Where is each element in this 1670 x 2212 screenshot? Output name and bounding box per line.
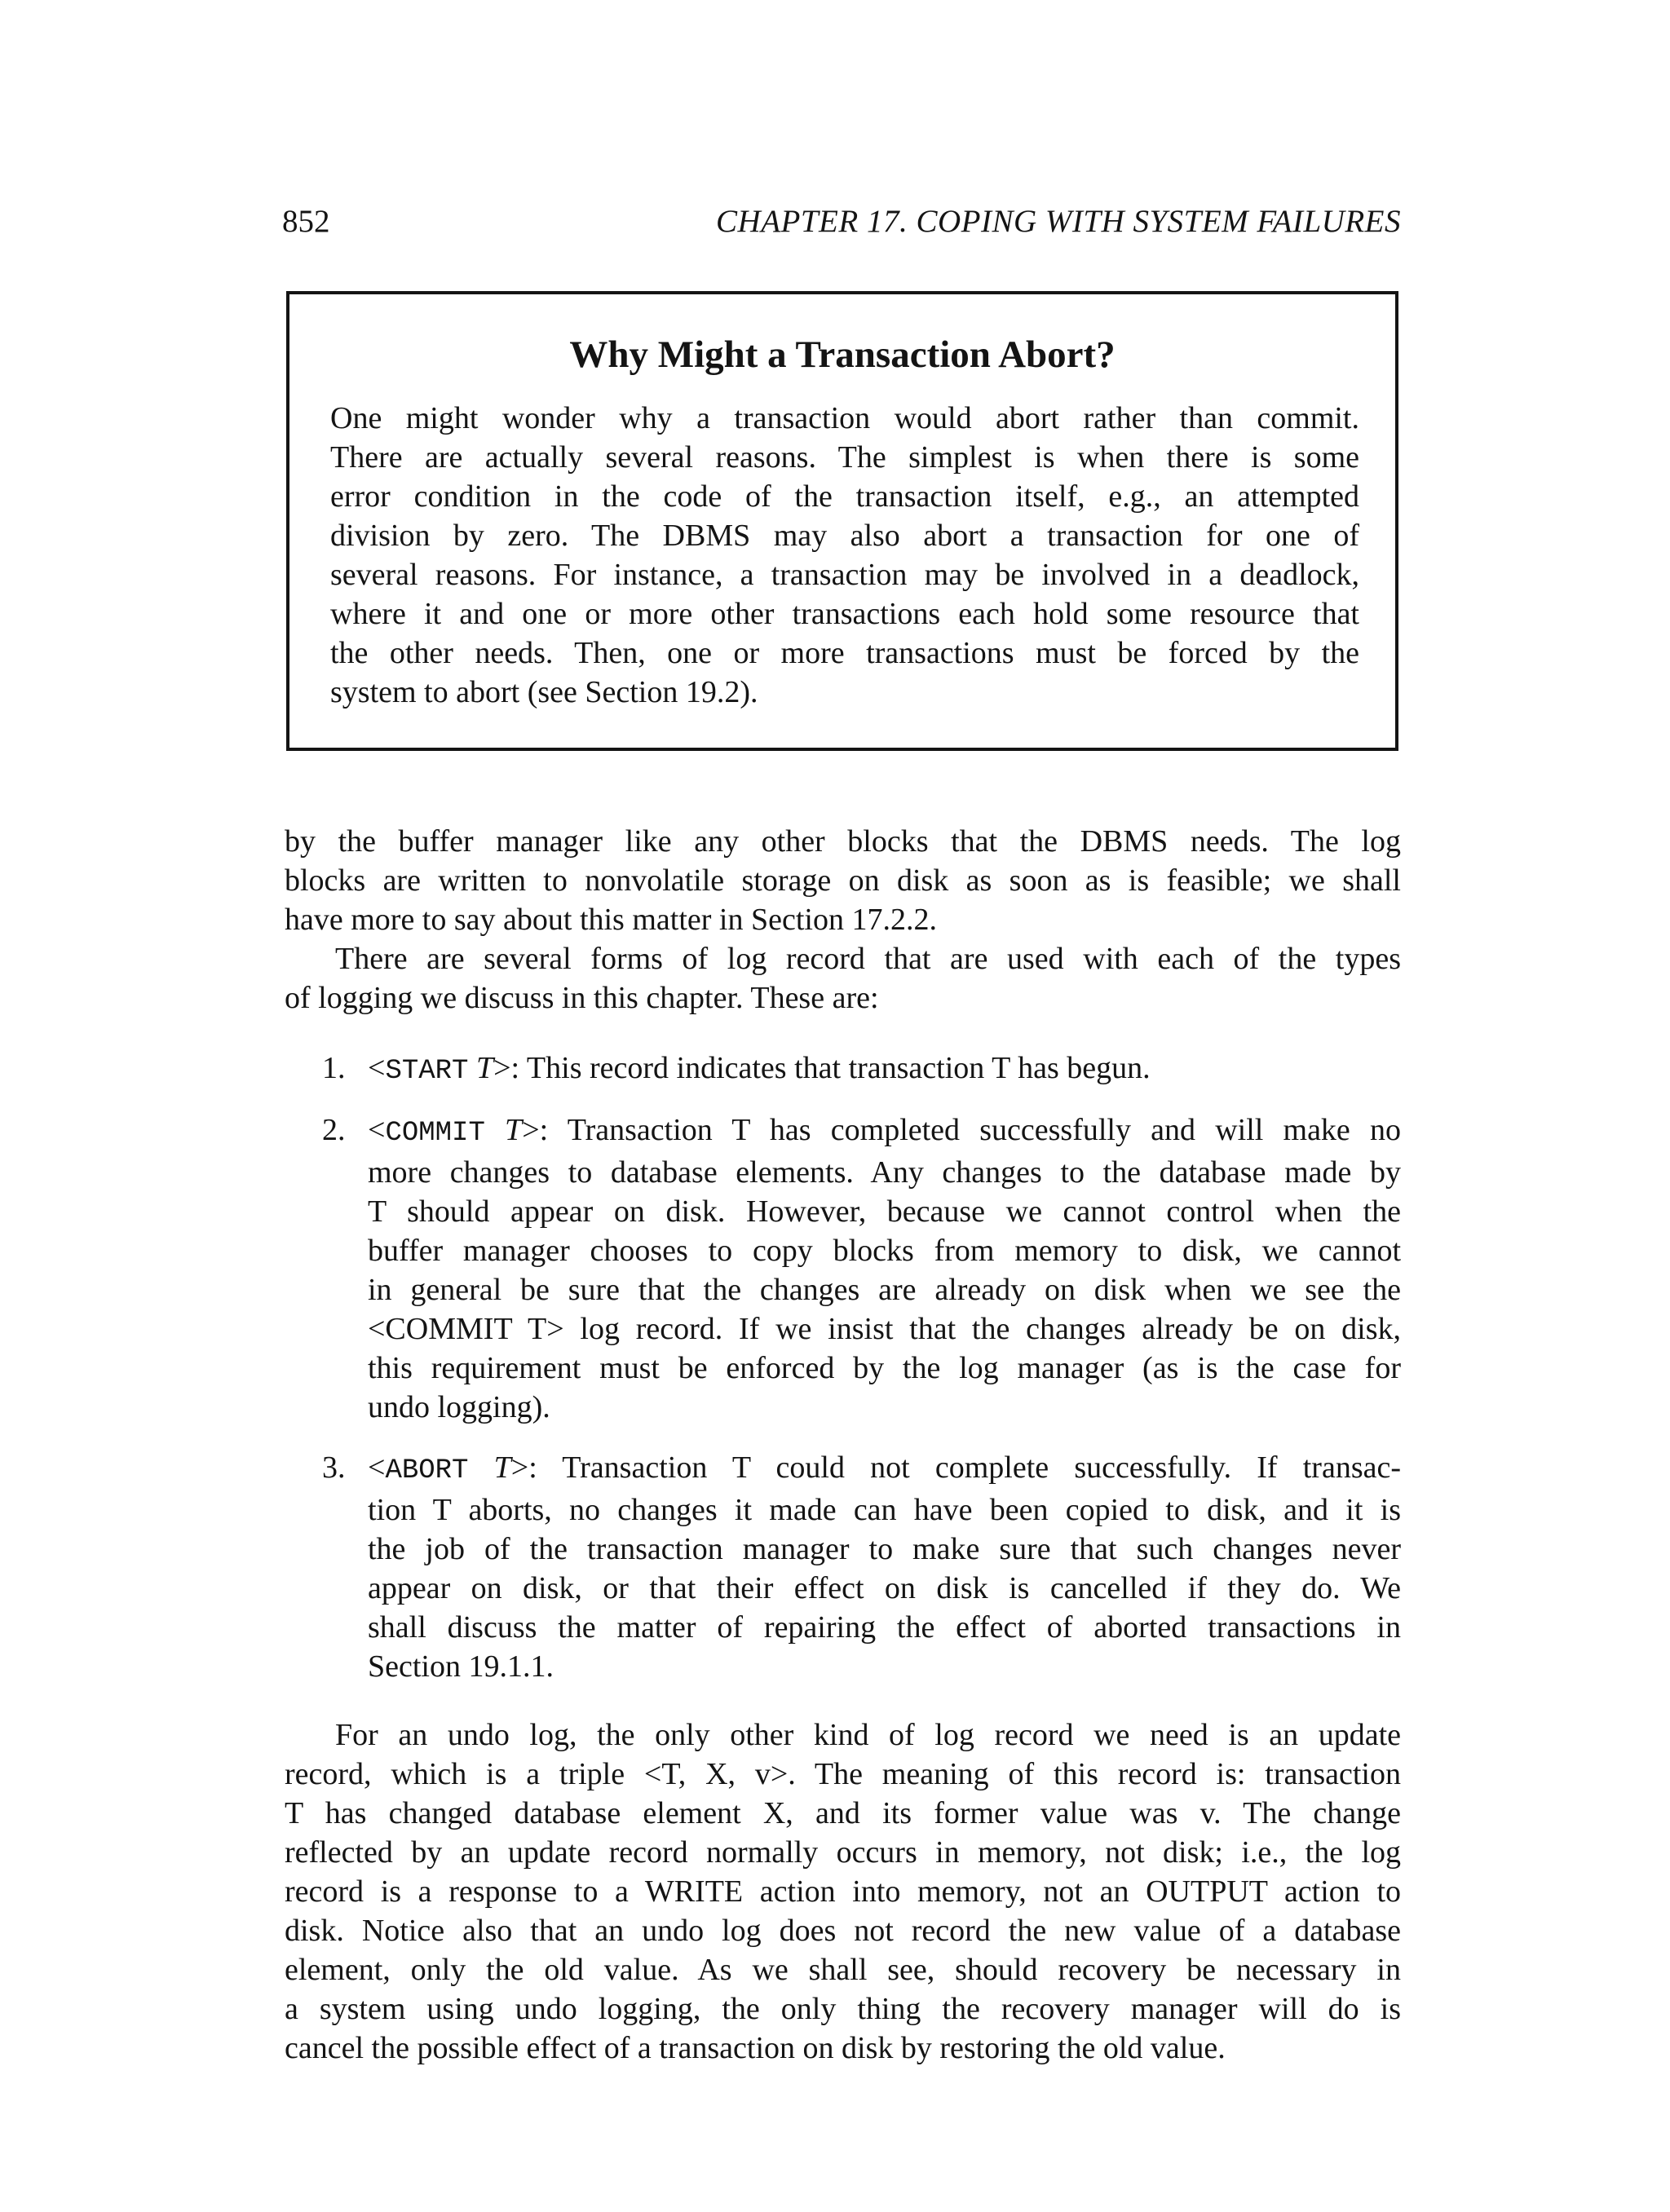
body-line: disk. Notice also that an undo log does not record the new value of a database	[285, 1914, 1401, 1948]
body-line: For an undo log, the only other kind of log record we need is an update	[335, 1718, 1401, 1752]
body-line: blocks are written to nonvolatile storage on disk as soon as is feasible; we shall	[285, 863, 1401, 898]
sidebar-line: several reasons. For instance, a transaction may be involved in a deadlock,	[330, 558, 1359, 592]
item-line	[368, 1110, 1401, 1153]
item-number: 2.	[322, 1113, 346, 1147]
record-line-text: This record indicates that transaction T has begun.	[519, 1051, 1151, 1085]
record-tag-open: <	[368, 1113, 386, 1147]
record-tag-open: <	[368, 1051, 386, 1085]
item-line: this requirement must be enforced by the log manager (as is the case for	[368, 1351, 1401, 1385]
item-line: <COMMIT T> log record. If we insist that the changes already be on disk,	[368, 1312, 1401, 1346]
item-line: appear on disk, or that their effect on disk is cancelled if they do. We	[368, 1571, 1401, 1605]
record-tag-open: <	[368, 1450, 386, 1485]
sidebar-line: where it and one or more other transactions each hold some resource that	[330, 597, 1359, 631]
sidebar-line: One might wonder why a transaction would abort rather than commit.	[330, 401, 1359, 435]
item-line	[368, 1448, 1401, 1490]
sidebar-line: division by zero. The DBMS may also abort a transaction for one of	[330, 519, 1359, 553]
record-keyword: START	[385, 1056, 469, 1087]
update-record-paragraph	[285, 1715, 1401, 2068]
record-keyword: ABORT	[385, 1455, 469, 1486]
item-line: buffer manager chooses to copy blocks from memory to disk, we cannot	[368, 1234, 1401, 1268]
item-line: T should appear on disk. However, because we cannot control when the	[368, 1194, 1401, 1229]
item-line: shall discuss the matter of repairing the effect of aborted transactions in	[368, 1610, 1401, 1645]
item-line	[368, 1049, 1401, 1091]
sidebar-line: the other needs. Then, one or more transactions must be forced by the	[330, 636, 1359, 670]
record-var: T	[475, 1051, 494, 1085]
item-line: undo logging).	[368, 1390, 550, 1424]
sidebar-box	[286, 291, 1398, 751]
item-text	[368, 1110, 1401, 1427]
chapter-title: CHAPTER 17. COPING WITH SYSTEM FAILURES	[716, 204, 1401, 239]
record-line-text: Transaction T could not complete successfully. If transac-	[537, 1450, 1402, 1485]
sidebar-line: There are actually several reasons. The simplest is when there is some	[330, 440, 1359, 475]
intro-text	[285, 822, 1401, 1018]
body-line: of logging we discuss in this chapter. These are:	[285, 981, 879, 1015]
sidebar-title: Why Might a Transaction Abort?	[569, 333, 1116, 376]
sidebar-line: error condition in the code of the transaction itself, e.g., an attempted	[330, 479, 1359, 514]
page-number: 852	[282, 204, 330, 239]
running-head	[282, 201, 1401, 243]
item-text	[368, 1049, 1401, 1091]
item-number: 3.	[322, 1450, 346, 1485]
body-line: a system using undo logging, the only thing the recovery manager will do is	[285, 1992, 1401, 2026]
body-line: record is a response to a WRITE action into memory, not an OUTPUT action to	[285, 1874, 1401, 1909]
body-line: T has changed database element X, and its former value was v. The change	[285, 1796, 1401, 1830]
body-line: record, which is a triple <T, X, v>. The meaning of this record is: transaction	[285, 1757, 1401, 1791]
record-keyword: COMMIT	[385, 1118, 485, 1149]
record-var: T	[493, 1450, 511, 1485]
item-line: the job of the transaction manager to make sure that such changes never	[368, 1532, 1401, 1566]
record-tag-close: >:	[493, 1051, 520, 1085]
record-var: T	[505, 1113, 523, 1147]
body-line: have more to say about this matter in Section 17.2.2.	[285, 903, 937, 937]
body-line: reflected by an update record normally occurs in memory, not disk; i.e., the log	[285, 1835, 1401, 1870]
sidebar-body	[330, 399, 1359, 712]
item-number: 1.	[322, 1051, 346, 1085]
item-line: more changes to database elements. Any changes to the database made by	[368, 1155, 1401, 1190]
item-text	[368, 1448, 1401, 1686]
record-tag-close: >:	[510, 1450, 537, 1485]
item-line: Section 19.1.1.	[368, 1649, 554, 1684]
body-line: There are several forms of log record that are used with each of the types	[335, 942, 1401, 976]
body-line: element, only the old value. As we shall see, should recovery be necessary in	[285, 1953, 1401, 1987]
item-line: in general be sure that the changes are already on disk when we see the	[368, 1273, 1401, 1307]
body-line: by the buffer manager like any other blocks that the DBMS needs. The log	[285, 824, 1401, 859]
record-tag-close: >:	[522, 1113, 549, 1147]
record-line-text: Transaction T has completed successfully and will make no	[548, 1113, 1401, 1147]
body-line: cancel the possible effect of a transaction on disk by restoring the old value.	[285, 2031, 1226, 2065]
sidebar-line: system to abort (see Section 19.2).	[330, 675, 758, 709]
item-line: tion T aborts, no changes it made can have been copied to disk, and it is	[368, 1493, 1401, 1527]
